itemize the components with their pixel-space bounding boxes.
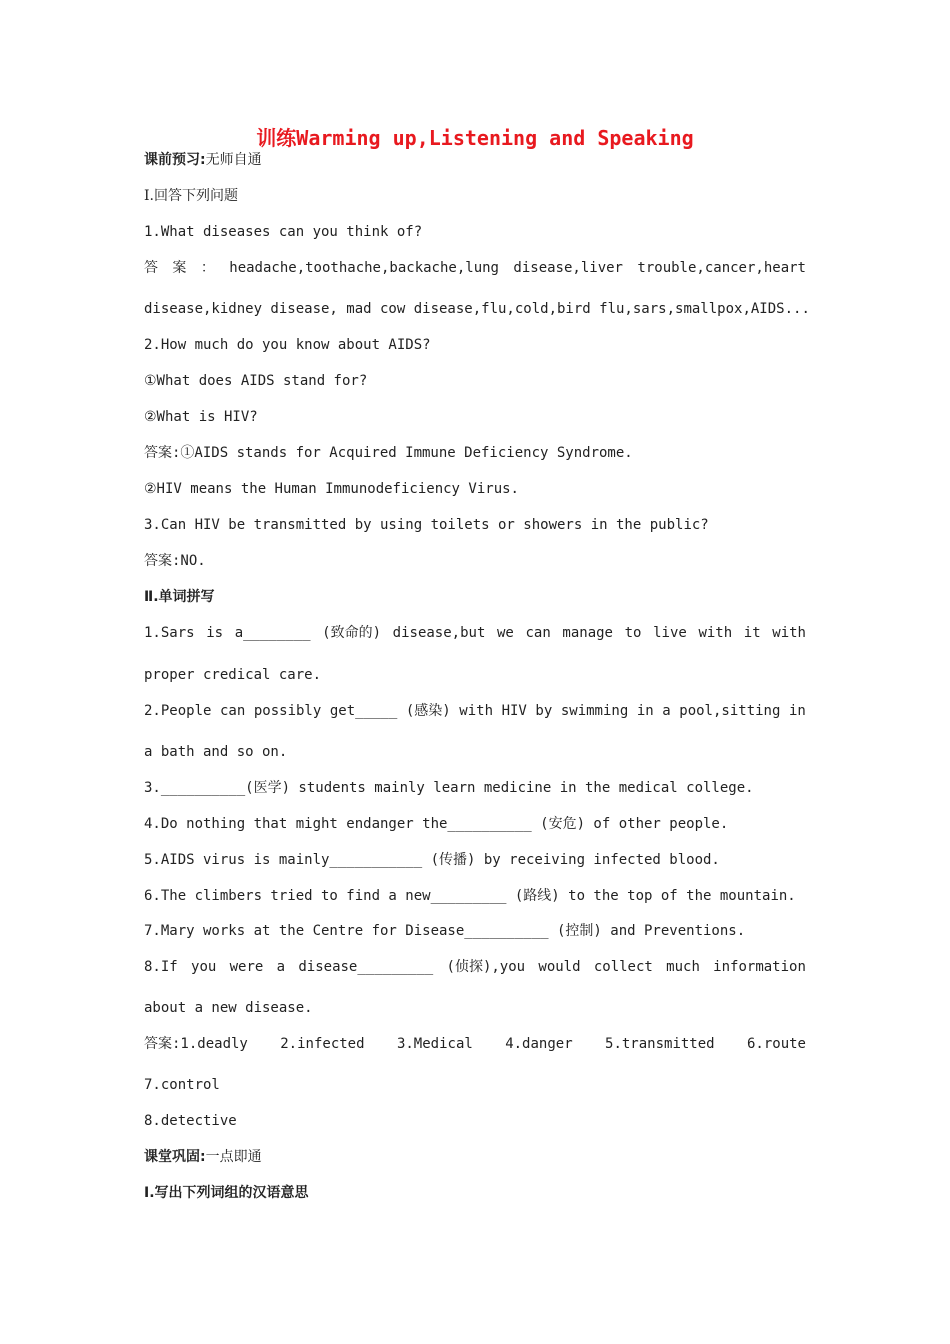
class-section1-title: Ⅰ.写出下列词组的汉语意思 — [144, 1185, 309, 1201]
word: possibly — [253, 703, 322, 719]
answer-item: 6.route — [746, 1036, 806, 1052]
word: would — [538, 959, 581, 975]
answer-1-line1 — [144, 258, 806, 278]
word: can — [220, 703, 246, 719]
answer-1-line2: disease,kidney disease, mad cow disease,flu,cold,bird flu,sars,smallpox,AIDS... — [144, 301, 810, 317]
answer-item: 5.transmitted — [605, 1036, 715, 1052]
question-2-2: ②What is HIV? — [144, 409, 258, 425]
word: we — [497, 625, 514, 641]
answer-item: 3.Medical — [396, 1036, 473, 1052]
word: were — [229, 959, 264, 975]
word: disease_________ — [298, 959, 434, 975]
word: 1.Sars — [144, 625, 195, 641]
answers-line2: 7.control — [144, 1077, 220, 1093]
word: to — [624, 625, 642, 641]
word: with — [698, 625, 733, 641]
word: (侦探),you — [446, 959, 526, 975]
section2-title: Ⅱ.单词拼写 — [144, 589, 215, 605]
class-heading — [144, 1147, 806, 1167]
class-heading-tail: 一点即通 — [205, 1149, 262, 1165]
word: 8.If — [144, 959, 178, 975]
spelling-7: 7.Mary works at the Centre for Disease__________ (控制) and Preventions. — [144, 923, 746, 939]
answer-item: 2.infected — [280, 1036, 365, 1052]
word: a________ — [234, 625, 311, 641]
spelling-8-line2: about a new disease. — [144, 1000, 313, 1016]
answer-3: 答案:NO. — [144, 553, 206, 569]
answer-word: headache,toothache,backache,lung — [229, 260, 499, 276]
word: collect — [593, 959, 653, 975]
word: (致命的) — [322, 625, 382, 641]
preview-heading — [144, 150, 806, 170]
answer-word: trouble,cancer,heart — [637, 260, 806, 276]
answer-item: 答案:1.deadly — [144, 1036, 248, 1052]
spelling-6: 6.The climbers tried to find a new_________ (路线) to the top of the mountain. — [144, 888, 796, 904]
section1-title: Ⅰ.回答下列问题 — [144, 188, 238, 204]
word: pool,sitting — [679, 703, 781, 719]
word: by — [535, 703, 553, 719]
answers-line1 — [144, 1034, 806, 1054]
spelling-8-line1 — [144, 957, 806, 977]
question-2: 2.How much do you know about AIDS? — [144, 337, 431, 353]
word: is — [206, 625, 224, 641]
word: can — [525, 625, 551, 641]
answer-word: 案 — [172, 260, 187, 276]
class-heading-label: 课堂巩固: — [144, 1149, 206, 1165]
answer-word: disease,liver — [513, 260, 623, 276]
spelling-3: 3.__________(医学) students mainly learn medicine in the medical college. — [144, 780, 754, 796]
answer-2-1: 答案:①AIDS stands for Acquired Immune Deficiency Syndrome. — [144, 445, 633, 461]
answer-item: 4.danger — [505, 1036, 573, 1052]
answer-word: ： — [200, 260, 215, 276]
spelling-2-line2: a bath and so on. — [144, 744, 288, 760]
word: in — [788, 703, 806, 719]
word: with — [772, 625, 806, 641]
question-2-1: ①What does AIDS stand for? — [144, 373, 368, 389]
word: information — [713, 959, 806, 975]
answers-line3: 8.detective — [144, 1113, 237, 1129]
question-1: 1.What diseases can you think of? — [144, 224, 423, 240]
spelling-1-line2: proper credical care. — [144, 667, 322, 683]
word: live — [653, 625, 687, 641]
word: 2.People — [144, 703, 212, 719]
preview-heading-tail: 无师自通 — [205, 152, 262, 168]
word: get_____ — [329, 703, 398, 719]
word: disease,but — [392, 625, 486, 641]
word: it — [743, 625, 761, 641]
question-3: 3.Can HIV be transmitted by using toilets or showers in the public? — [144, 517, 709, 533]
answer-word: 答 — [144, 260, 158, 276]
word: (感染) — [405, 703, 451, 719]
word: a — [276, 959, 286, 975]
word: HIV — [501, 703, 527, 719]
page-title: 训练Warming up,Listening and Speaking — [256, 126, 694, 150]
spelling-5: 5.AIDS virus is mainly___________ (传播) by receiving infected blood. — [144, 852, 720, 868]
preview-heading-label: 课前预习: — [144, 152, 206, 168]
word: a — [662, 703, 671, 719]
word: manage — [562, 625, 613, 641]
word: much — [666, 959, 700, 975]
word: you — [191, 959, 217, 975]
word: swimming — [560, 703, 629, 719]
spelling-2-line1 — [144, 701, 806, 721]
spelling-4: 4.Do nothing that might endanger the__________ (安危) of other people. — [144, 816, 729, 832]
spelling-1-line1 — [144, 623, 806, 643]
answer-2-2: ②HIV means the Human Immunodeficiency Virus. — [144, 481, 519, 497]
word: with — [459, 703, 493, 719]
word: in — [636, 703, 654, 719]
